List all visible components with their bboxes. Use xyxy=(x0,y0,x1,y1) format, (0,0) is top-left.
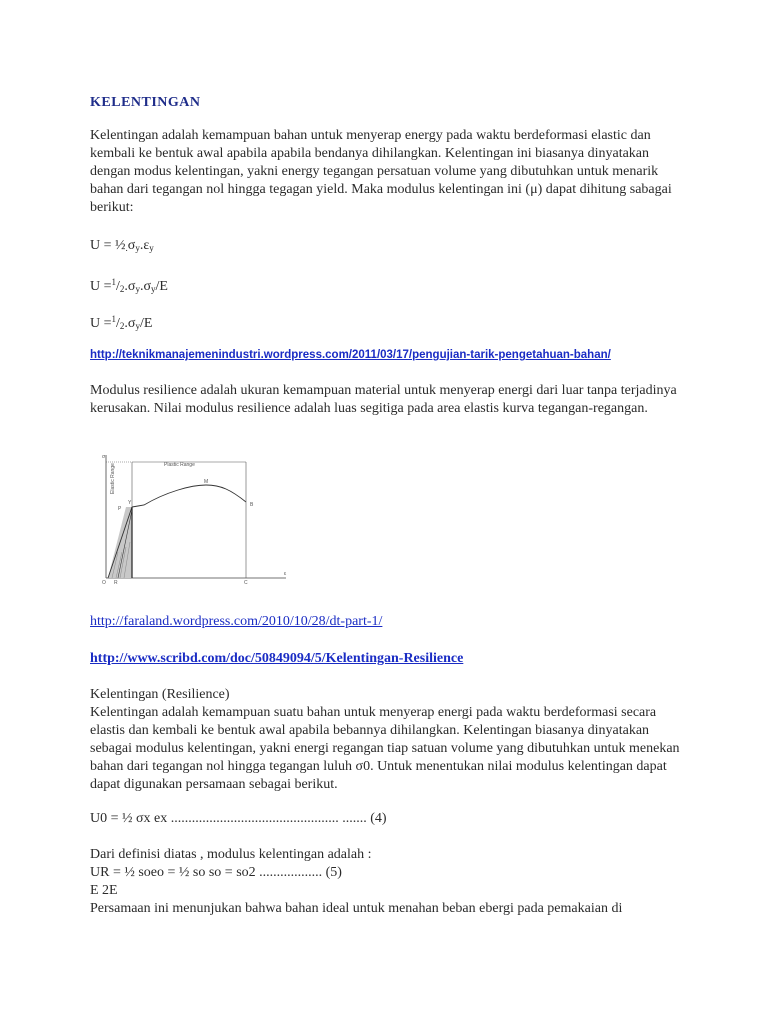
elastic-range-label: Elastic Range xyxy=(110,463,116,494)
equation-1: $U = \frac{1}{2}_.\sigma_y.\varepsilon_y$ xyxy=(90,238,154,253)
label-p: P xyxy=(118,506,122,512)
definition-line-2: UR = ½ soeo = ½ so so = so2 .................. (5) xyxy=(90,865,342,880)
label-r: R xyxy=(114,580,118,586)
link-teknikmanajemen[interactable]: http://teknikmanajemenindustri.wordpress.com/2011/03/17/pengujian-tarik-pengetahuan-bahan/ xyxy=(90,349,611,361)
paragraph-intro: Kelentingan adalah kemampuan bahan untuk menyerap energy pada waktu berdeformasi elastic dan kembali ke bentuk awal apabila apabila bendanya dihilangkan. Kelentingan ini biasanya dinyatakan dengan modus kelentingan, yakni energy tegangan persatuan volume yang dibutuhkan untuk menarik bahan dari tegangan nol hingga tegagan yield. Maka modulus kelentingan ini (μ) dapat dihitung sabagai berikut: xyxy=(90,128,672,215)
definition-line-1: Dari definisi diatas , modulus kelentingan adalah : xyxy=(90,847,372,862)
section-title-resilience: Kelentingan (Resilience) xyxy=(90,687,230,702)
equation-2: $U =^1/_2.\sigma_y.\sigma_y/E$ xyxy=(90,277,168,294)
plastic-range-label: Plastic Range xyxy=(164,462,195,468)
paragraph-resilience: Kelentingan adalah kemampuan suatu bahan untuk menyerap energi pada waktu berdeformasi secara elastis dan kembali ke bentuk awal apabila bebannya dihilangkan. Kelentingan biasanya dinyatakan sebagai modulus kelentingan, yakni energi regangan tiap satuan volume yang dibutuhkan untuk menekan bahan dari tegangan nol hingga tegangan luluh σ0. Untuk menentukan nilai modulus kelentingan dapat dapat digunakan persamaan sebagai berikut. xyxy=(90,705,680,792)
definition-line-3: E 2E xyxy=(90,883,118,898)
label-y: Y xyxy=(128,500,132,506)
link-scribd[interactable]: http://www.scribd.com/doc/50849094/5/Kelentingan-Resilience xyxy=(90,651,464,666)
paragraph-modulus-resilience: Modulus resilience adalah ukuran kemampuan material untuk menyerap energi dari luar tanpa terjadinya kerusakan. Nilai modulus resilience adalah luas segitiga pada area elastis kurva tegangan-regangan. xyxy=(90,383,677,416)
axis-y-label: σ xyxy=(102,454,106,460)
link-faraland[interactable]: http://faraland.wordpress.com/2010/10/28/dt-part-1/ xyxy=(90,614,383,629)
equation-3: $U =^1/_2.\sigma_y/E$ xyxy=(90,314,153,331)
definition-line-4: Persamaan ini menunjukan bahwa bahan ideal untuk menahan beban ebergi pada pemakaian di xyxy=(90,901,623,916)
label-b: B xyxy=(250,502,254,508)
equation-4: U0 = ½ σx ex ................................................ ....... (4) xyxy=(90,811,387,826)
label-c: C xyxy=(244,580,248,586)
paragraph-definition xyxy=(90,846,680,918)
doc-title: KELENTINGAN xyxy=(90,95,201,110)
axis-x-label: ε xyxy=(284,571,287,577)
label-m: M xyxy=(204,479,209,485)
stress-strain-diagram xyxy=(96,452,296,587)
label-o: O xyxy=(102,580,106,586)
